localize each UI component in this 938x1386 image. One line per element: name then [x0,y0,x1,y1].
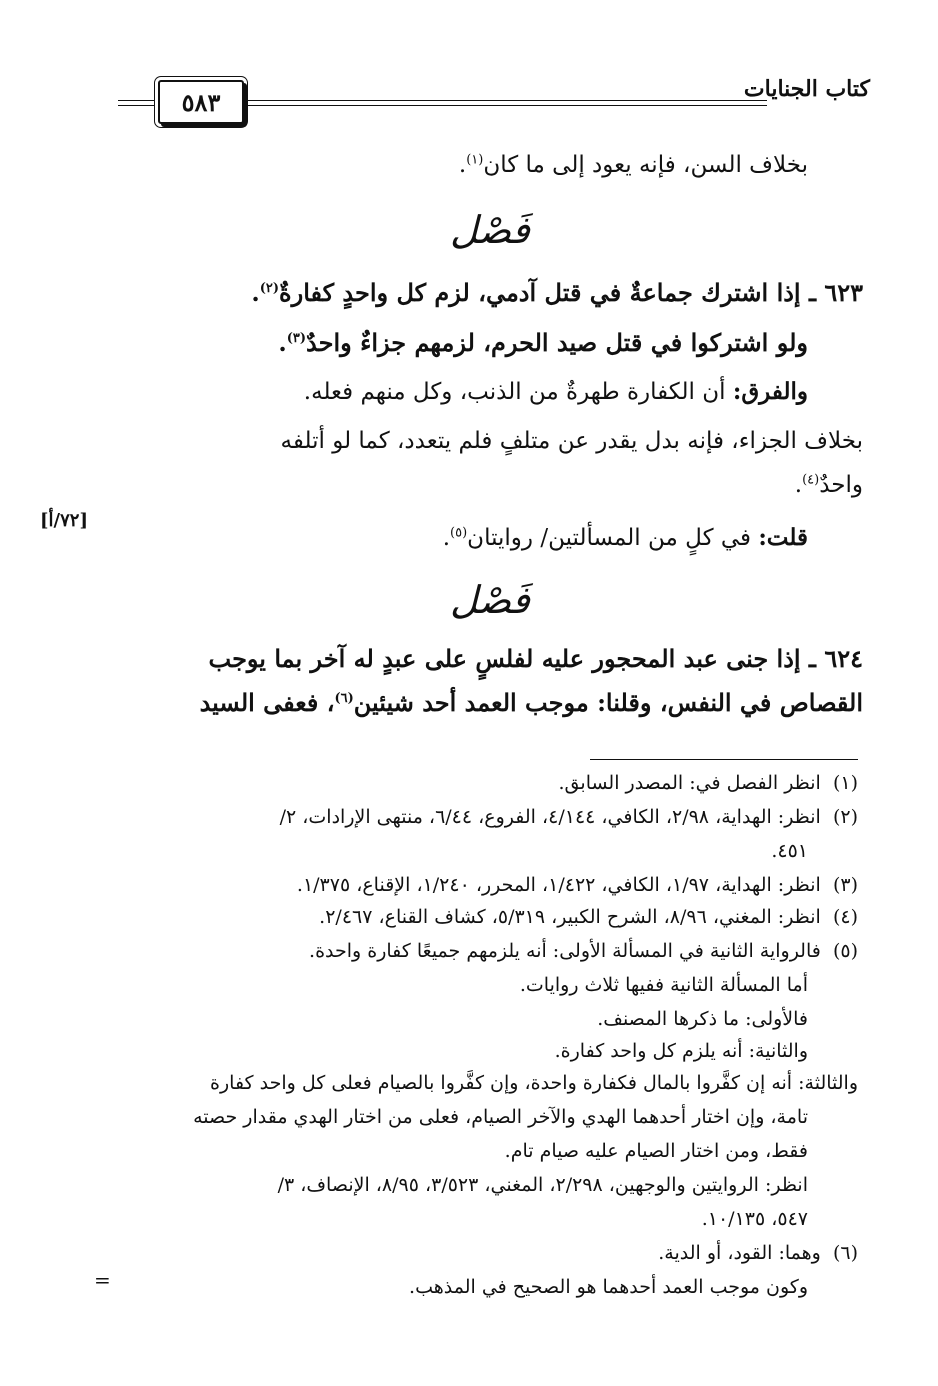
margin-mark: = [94,1268,111,1292]
issue-624-line-2 [200,688,863,717]
footnote-5-line: انظر: الروايتين والوجهين، ٢/٢٩٨، المغني، ٣/٥٢٣، ٨/٩٥، الإنصاف، ٣/ [277,1174,808,1196]
footnote-number: (٦) [832,1242,858,1264]
text-line [459,152,808,178]
footnote-2 [280,806,858,828]
footnote-5-line: فقط، ومن اختار الصيام عليه صيام تام. [504,1140,808,1162]
footnote-1 [559,772,858,794]
section-heading: فَصْل [450,578,530,622]
footnote-4 [319,906,858,928]
footnote-number: (٣) [832,874,858,896]
footnote-ref: (٦) [334,691,354,706]
footnote-ref: (٤) [802,472,820,488]
footnote-text: انظر: الهداية، ١/٩٧، الكافي، ١/٤٢٢، المحرر، ١/٢٤٠، الإقناع، ١/٣٧٥. [296,874,821,896]
text-segment: ٦٢٤ ـ إذا جنى عبد المحجور عليه لفلسٍ على عبدٍ له آخر بما يوجب [208,644,863,673]
issue-624-line-1 [209,644,864,673]
page-number-text: ٥٨٣ [181,87,221,117]
text-segment: . [251,278,260,307]
text-segment: . [278,328,287,357]
footnote-3 [297,874,858,896]
footnote-number: (٢) [832,806,858,828]
difference-line [304,378,808,405]
text-segment: واحدٌ [819,472,863,498]
footnote-ref: (٥) [450,525,468,541]
footnote-6-line: وكون موجب العمد أحدهما هو الصحيح في المذهب. [409,1276,808,1298]
footnote-5 [309,940,858,962]
issue-623-line-2 [278,328,808,357]
footnote-text: وهما: القود، أو الدية. [658,1242,821,1264]
footnote-5-line: أما المسألة الثانية ففيها ثلاث روايات. [519,974,808,996]
footnote-text: انظر الفصل في: المصدر السابق. [558,772,821,794]
footnote-number: (١) [832,772,858,794]
difference-label: والفرق: [732,378,808,405]
text-line [795,472,863,498]
text-segment: بخلاف الجزاء، فإنه بدل يقدر عن متلفٍ فلم يتعدد، كما لو أتلفه [280,428,863,454]
text-segment: ، فعفى السيد [199,688,335,717]
text-segment: . [458,152,467,178]
text-line [281,428,863,454]
footnote-5-line: والثانية: أنه يلزم كل واحد كفارة. [554,1040,808,1062]
footnote-text: فالرواية الثانية في المسألة الأولى: أنه يلزمهم جميعًا كفارة واحدة. [309,940,821,962]
footnote-ref: (٢) [259,281,280,296]
header-rule [242,105,767,106]
text-segment: . [442,525,451,551]
footnote-2-cont: ٤٥١. [771,840,808,862]
footnote-text: انظر: المغني، ٨/٩٦، الشرح الكبير، ٥/٣١٩، كشاف القناع، ٢/٤٦٧. [319,906,821,928]
issue-623-line-1 [251,278,863,307]
book-title: كتاب الجنايات [743,76,870,102]
footnote-6 [658,1242,858,1264]
text-segment: . [794,472,803,498]
text-segment: ولو اشتركوا في قتل صيد الحرم، لزمهم جزاءٌ واحدٌ [306,328,808,357]
header-rule [242,100,767,101]
footnote-text: انظر: الهداية، ٢/٩٨، الكافي، ٤/١٤٤، الفروع، ٦/٤٤، منتهى الإرادات، ٢/ [279,806,821,828]
header-rule [118,105,156,106]
text-segment: القصاص في النفس، وقلنا: موجب العمد أحد شيئين [353,688,863,717]
footnote-ref: (١) [466,152,484,168]
text-segment: ٦٢٣ ـ إذا اشترك جماعةٌ في قتل آدمي، لزم كل واحدٍ كفارةٌ [279,278,863,307]
text-segment: في كلٍ من المسألتين/ روايتان [467,525,751,551]
text-segment: أن الكفارة طهرةٌ من الذنب، وكل منهم فعله. [303,379,726,405]
header-rule [118,100,156,101]
section-heading: فَصْل [450,208,530,252]
qult-line [443,524,808,551]
page-number [158,80,244,124]
footnote-5-line: ٥٤٧، ١٠/١٣٥. [701,1208,808,1230]
qult-label: قلت: [758,524,808,551]
footnote-5-line: تامة، وإن اختار أحدهما الهدي والآخر الصيام، فعلى من اختار الهدي مقدار حصته [193,1106,808,1128]
margin-folio-note: [٧٢/أ] [40,510,88,531]
text-segment: بخلاف السن، فإنه يعود إلى ما كان [483,152,808,178]
footnote-number: (٤) [832,906,858,928]
footnote-5-line: فالأولى: ما ذكرها المصنف. [597,1008,808,1030]
footnote-ref: (٣) [286,331,307,346]
footnote-number: (٥) [832,940,858,962]
footnote-separator [590,759,858,760]
footnote-5-line: والثالثة: أنه إن كفَّروا بالمال فكفارة واحدة، وإن كفَّروا بالصيام فعلى كل واحد كفارة [210,1072,858,1094]
